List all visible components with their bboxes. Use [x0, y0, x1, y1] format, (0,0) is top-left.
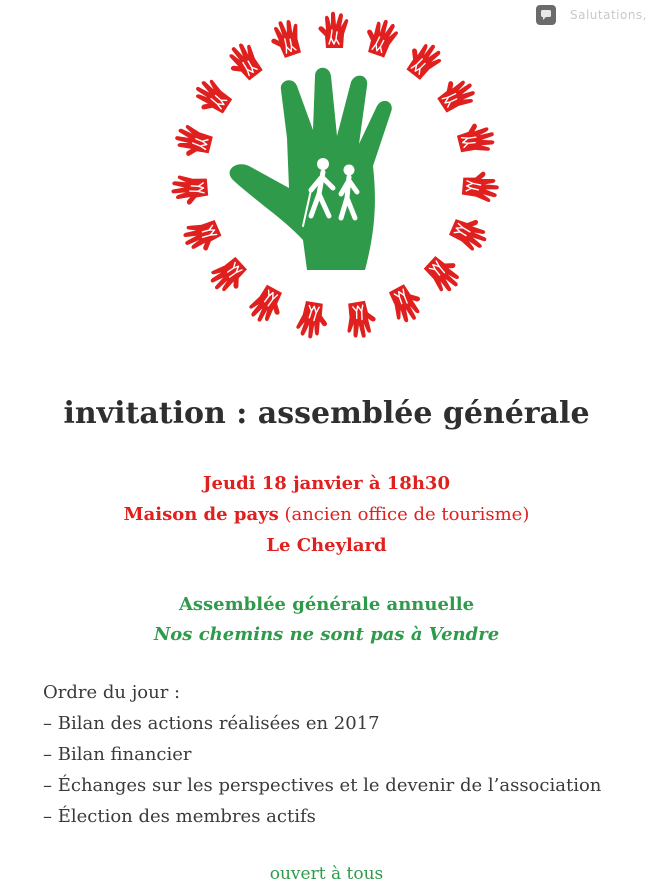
agenda-item: – Bilan des actions réalisées en 2017: [43, 713, 380, 734]
red-hand-icon: [170, 173, 209, 206]
red-hand-icon: [172, 123, 214, 161]
agenda-item: – Échanges sur les perspectives et le devenir de l’association: [43, 775, 602, 796]
red-hand-icon: [205, 253, 252, 299]
red-hand-icon: [447, 212, 492, 254]
red-hand-icon: [401, 36, 447, 83]
association-logo: [165, 6, 505, 346]
red-hand-icon: [188, 75, 235, 120]
red-hand-icon: [221, 38, 267, 85]
agenda-item: – Bilan financier: [43, 744, 192, 765]
red-hand-icon: [245, 282, 288, 328]
red-hand-icon: [433, 72, 480, 117]
top-bar: [536, 5, 647, 25]
venue-detail: (ancien office de tourisme): [284, 504, 530, 525]
agenda: [43, 680, 633, 835]
open-to-all-note: ouvert à tous: [269, 864, 384, 884]
event-date: Jeudi 18 janvier à 18h30: [203, 473, 450, 494]
red-hand-icon: [461, 170, 500, 203]
red-hand-icon: [295, 300, 330, 341]
agenda-item: – Élection des membres actifs: [43, 806, 316, 827]
red-hand-icon: [318, 12, 348, 48]
event-town: Le Cheylard: [266, 535, 387, 556]
red-hand-icon: [266, 16, 306, 60]
red-hand-icon: [420, 251, 467, 297]
page-title: invitation : assemblée générale: [63, 396, 590, 431]
red-hand-icon: [179, 215, 224, 257]
venue-name: Maison de pays: [123, 504, 279, 525]
agenda-heading: Ordre du jour :: [43, 682, 181, 703]
meeting-name: Assemblée générale annuelle: [178, 594, 475, 615]
meeting-slogan: Nos chemins ne sont pas à Vendre: [153, 624, 500, 645]
red-hand-icon: [343, 300, 378, 341]
green-hand-hikers-logo-icon: [165, 6, 505, 346]
speech-bubble-icon[interactable]: [536, 5, 556, 25]
event-venue: [0, 503, 653, 527]
red-hand-icon: [384, 281, 427, 327]
red-hand-icon: [455, 120, 497, 158]
greeting-text: Salutations,: [569, 8, 647, 22]
red-hand-icon: [361, 15, 401, 59]
